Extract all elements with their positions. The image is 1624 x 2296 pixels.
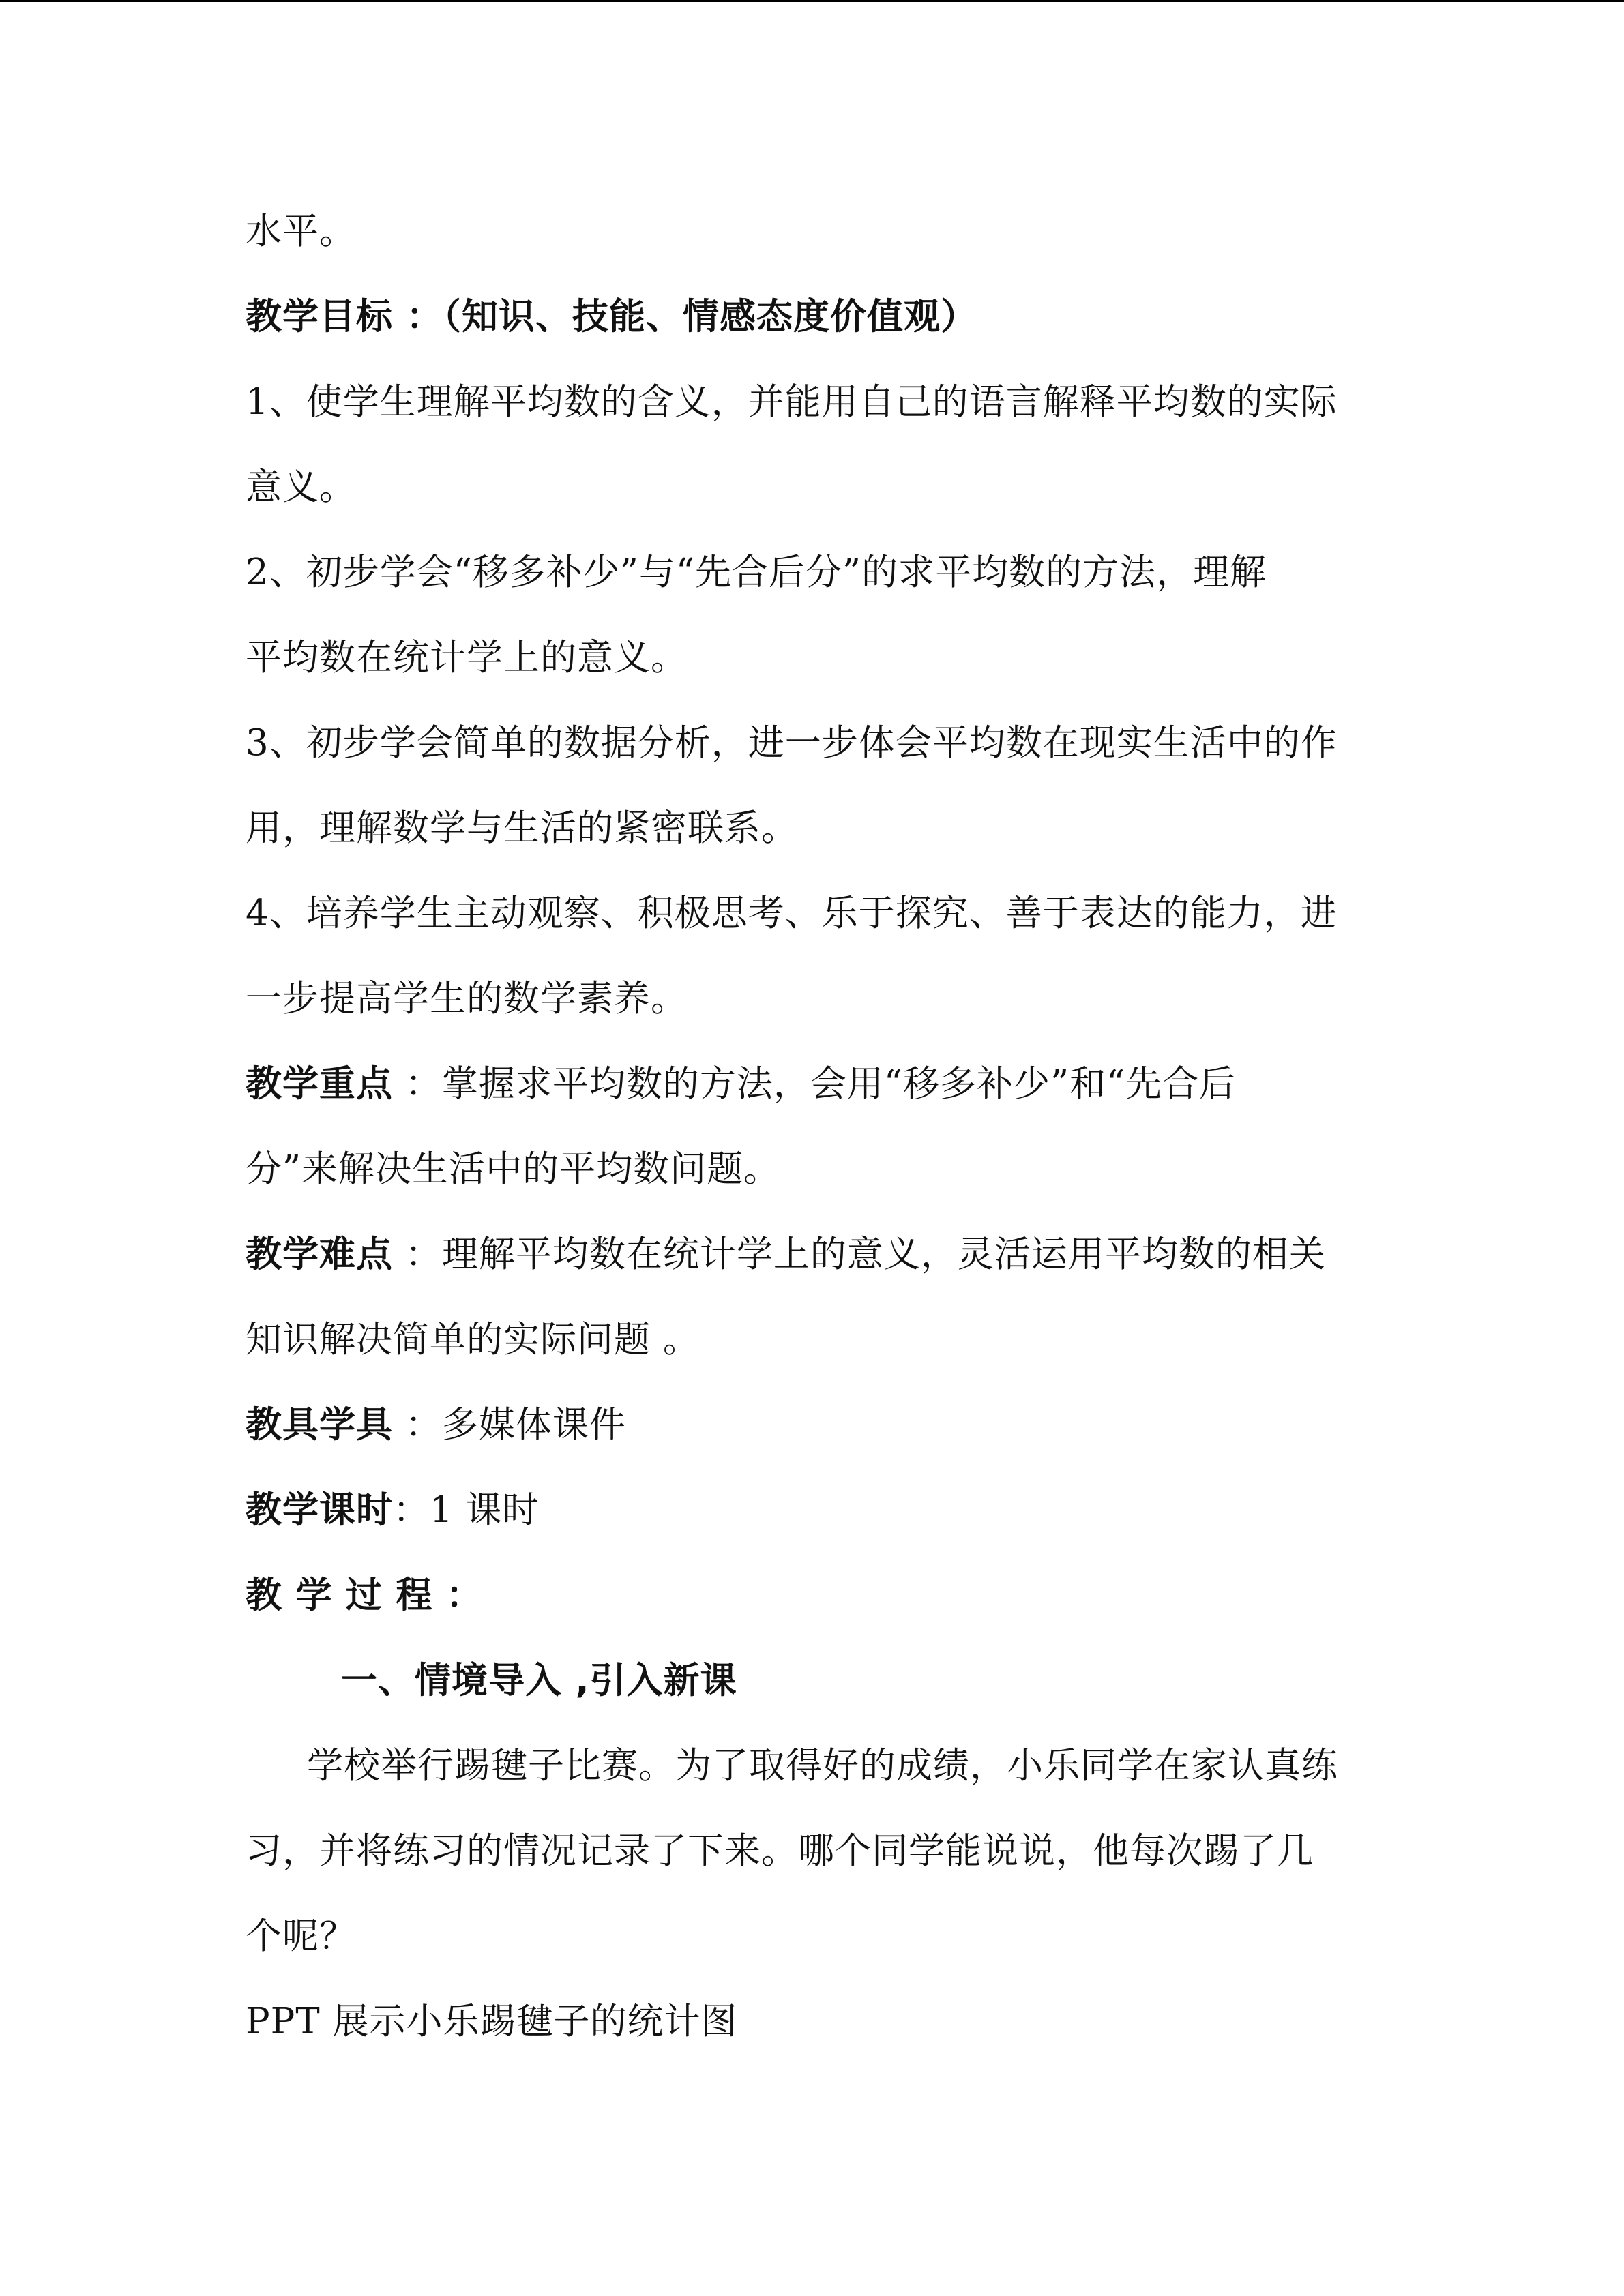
- difficulty-line2: 知识解决简单的实际问题 。: [246, 1319, 700, 1360]
- difficulty-separator: ：: [393, 1234, 442, 1275]
- objective-4-line1: 4、培养学生主动观察、积极思考、乐于探究、善于表达的能力，进: [246, 893, 1338, 934]
- periods-line: [246, 1483, 540, 1538]
- page-top-border: [0, 0, 1624, 2]
- key-point-line2: 分”来解决生活中的平均数问题。: [246, 1148, 781, 1190]
- difficulty-label: 教学难点: [246, 1234, 393, 1275]
- section1-title: 一、情境导入 ,引入新课: [341, 1660, 737, 1701]
- periods-separator: ：: [393, 1489, 430, 1531]
- tools-separator: ：: [393, 1404, 442, 1446]
- section1-para-line2: 习，并将练习的情况记录了下来。哪个同学能说说，他每次踢了几: [246, 1830, 1314, 1872]
- objectives-heading: 教学目标 ：（知识、技能、情感态度价值观）: [246, 296, 977, 338]
- objective-1-line2: 意义。: [246, 466, 356, 508]
- objective-1-line1: 1、使学生理解平均数的含义，并能用自己的语言解释平均数的实际: [246, 381, 1338, 423]
- key-point-label: 教学重点: [246, 1063, 393, 1105]
- intro-tail-line: 水平。: [246, 211, 356, 252]
- objective-2-line1: 2、初步学会“移多补少”与“先合后分”的求平均数的方法，理解: [246, 552, 1267, 593]
- objective-4-line2: 一步提高学生的数学素养。: [246, 978, 688, 1019]
- difficulty-line1: [246, 1227, 1326, 1282]
- objective-3-line1: 3、初步学会简单的数据分析，进一步体会平均数在现实生活中的作: [246, 722, 1338, 764]
- section1-para-line3: 个呢？: [246, 1915, 356, 1957]
- key-point-separator: ：: [393, 1063, 442, 1105]
- periods-label: 教学课时: [246, 1489, 393, 1531]
- difficulty-text: 理解平均数在统计学上的意义，灵活运用平均数的相关: [441, 1234, 1326, 1275]
- key-point-text: 掌握求平均数的方法，会用“移多补少”和“先合后: [441, 1063, 1237, 1105]
- periods-text: 1 课时: [430, 1489, 540, 1531]
- objective-3-line2: 用，理解数学与生活的紧密联系。: [246, 807, 798, 849]
- objective-2-line2: 平均数在统计学上的意义。: [246, 637, 688, 679]
- key-point-line1: [246, 1057, 1236, 1112]
- ppt-note-line: PPT 展示小乐踢毽子的统计图: [246, 2001, 738, 2042]
- tools-label: 教具学具: [246, 1404, 393, 1446]
- process-heading: 教 学 过 程 ：: [246, 1575, 483, 1616]
- tools-text: 多媒体课件: [441, 1404, 626, 1446]
- tools-line: [246, 1398, 626, 1452]
- section1-para-line1: 学校举行踢毽子比赛。为了取得好的成绩，小乐同学在家认真练: [307, 1745, 1338, 1787]
